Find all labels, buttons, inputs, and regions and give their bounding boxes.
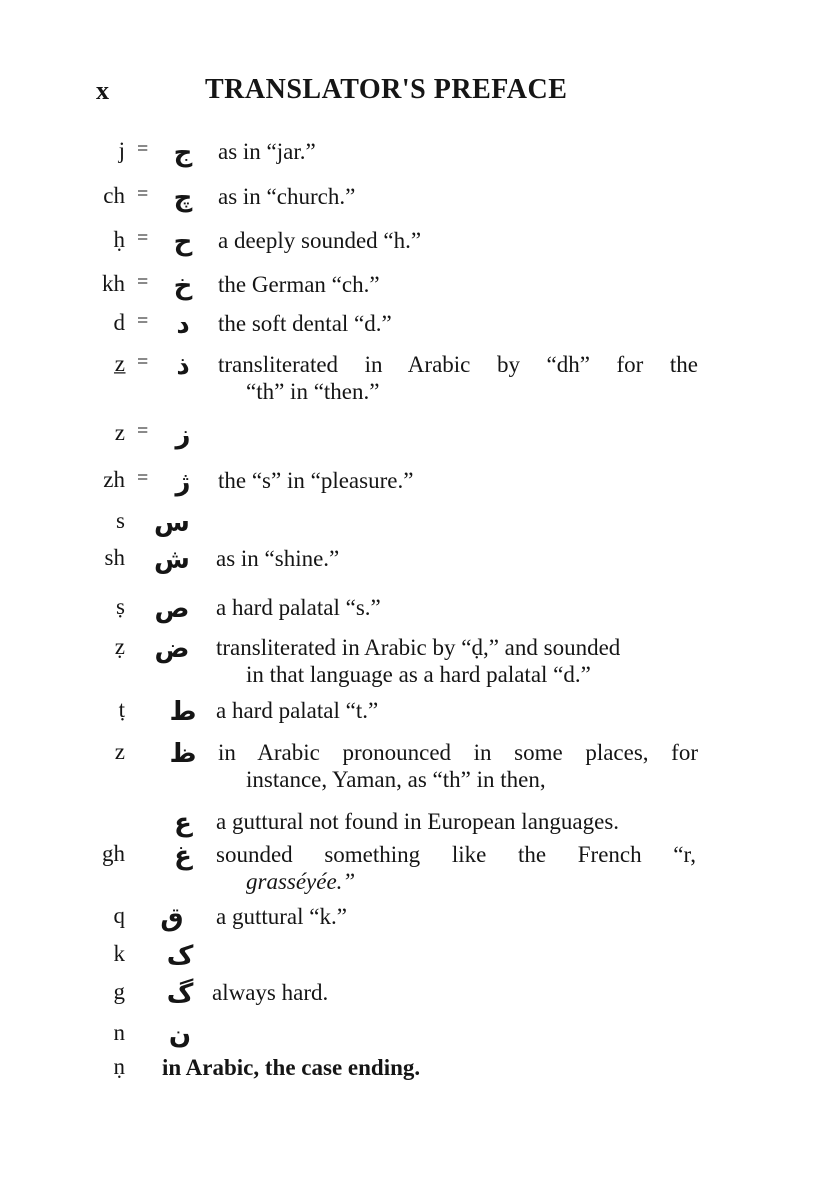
arabic-letter: ج <box>173 138 193 168</box>
arabic-letter: چ <box>173 183 193 213</box>
arabic-letter: ز <box>175 420 191 450</box>
entry-description-continued: “th” in “then.” <box>246 379 380 404</box>
arabic-letter: ض <box>154 634 190 664</box>
entry-description: sounded something like the French “r, <box>216 842 696 867</box>
entry-row <box>0 351 840 411</box>
entry-description: the “s” in “pleasure.” <box>218 468 414 493</box>
entry-description: as in “shine.” <box>216 546 340 571</box>
entry-description: in Arabic, the case ending. <box>162 1055 421 1080</box>
entry-description-continued: instance, Yaman, as “th” in then, <box>246 767 546 792</box>
entry-description: as in “jar.” <box>218 139 316 164</box>
latin-letter: q <box>113 903 125 928</box>
entry-description: as in “church.” <box>218 184 356 209</box>
entry-description: in Arabic pronounced in some places, for <box>218 740 698 765</box>
latin-letter: z <box>114 739 125 764</box>
arabic-letter: ص <box>154 594 190 624</box>
entry-row <box>0 138 840 178</box>
latin-letter: ṭ <box>118 697 125 722</box>
entry-row <box>0 634 840 694</box>
latin-letter: ḥ <box>113 227 125 252</box>
arabic-letter: خ <box>173 271 193 301</box>
arabic-letter: ظ <box>169 739 197 769</box>
entry-description: always hard. <box>212 980 329 1005</box>
entry-row <box>0 841 840 901</box>
latin-letter: zh <box>103 467 125 492</box>
arabic-letter: ق <box>160 903 184 933</box>
arabic-letter: ط <box>169 697 197 727</box>
latin-letter: d <box>113 310 125 335</box>
entry-description: transliterated in Arabic by “ḍ,” and sounded <box>216 635 621 660</box>
equals-sign: = <box>137 271 149 293</box>
arabic-letter: د <box>176 310 190 340</box>
page-number: x <box>96 76 109 105</box>
latin-letter: ẓ <box>114 634 125 659</box>
arabic-letter: ذ <box>176 351 190 381</box>
arabic-letter: ژ <box>175 467 191 497</box>
entry-description: a deeply sounded “h.” <box>218 228 422 253</box>
latin-letter: ch <box>103 183 125 208</box>
entry-row <box>0 739 840 799</box>
entry-description: the soft dental “d.” <box>218 311 392 336</box>
latin-letter: n <box>113 1020 125 1045</box>
arabic-letter: ع <box>174 808 192 838</box>
latin-letter: z̲ <box>114 351 125 376</box>
equals-sign: = <box>137 310 149 332</box>
entry-description: a hard palatal “s.” <box>216 595 381 620</box>
entry-row <box>0 227 840 267</box>
equals-sign: = <box>137 138 149 160</box>
entry-description-continued: in that language as a hard palatal “d.” <box>246 662 591 687</box>
equals-sign: = <box>137 467 149 489</box>
entry-row <box>0 271 840 311</box>
latin-letter: ṇ <box>113 1054 125 1079</box>
entry-description: a guttural “k.” <box>216 904 347 929</box>
entry-description-continued: grasséyée.” <box>246 869 356 894</box>
entry-row <box>0 903 840 943</box>
entry-row <box>0 467 840 507</box>
entry-description: a guttural not found in European languages. <box>216 809 620 834</box>
entry-row <box>0 183 840 223</box>
arabic-letter: ش <box>154 545 190 575</box>
equals-sign: = <box>137 420 149 442</box>
latin-letter: kh <box>102 271 125 296</box>
entry-row <box>0 310 840 350</box>
latin-letter: g <box>113 979 125 1004</box>
equals-sign: = <box>137 227 149 249</box>
entry-row <box>0 941 840 981</box>
latin-letter: k <box>113 941 125 966</box>
arabic-letter: ک <box>166 941 194 971</box>
arabic-letter: غ <box>174 841 192 871</box>
entry-row <box>0 1054 840 1094</box>
latin-letter: j <box>118 138 125 163</box>
entry-row <box>0 545 840 585</box>
latin-letter: sh <box>104 545 125 570</box>
latin-letter: z <box>114 420 125 445</box>
latin-letter: s <box>116 508 125 533</box>
entry-row <box>0 979 840 1019</box>
equals-sign: = <box>137 351 149 373</box>
equals-sign: = <box>137 183 149 205</box>
latin-letter: ṣ <box>116 594 125 619</box>
entry-row <box>0 594 840 634</box>
arabic-letter: ح <box>173 227 193 257</box>
entry-row <box>0 420 840 460</box>
arabic-letter: ن <box>168 1020 192 1050</box>
page-title: TRANSLATOR'S PREFACE <box>205 74 568 105</box>
entry-description: the German “ch.” <box>218 272 380 297</box>
entry-row <box>0 697 840 737</box>
arabic-letter: س <box>154 508 190 538</box>
entry-row <box>0 508 840 548</box>
latin-letter: gh <box>102 841 125 866</box>
entry-description: transliterated in Arabic by “dh” for the <box>218 352 698 377</box>
entry-description: a hard palatal “t.” <box>216 698 379 723</box>
arabic-letter: گ <box>166 979 194 1009</box>
